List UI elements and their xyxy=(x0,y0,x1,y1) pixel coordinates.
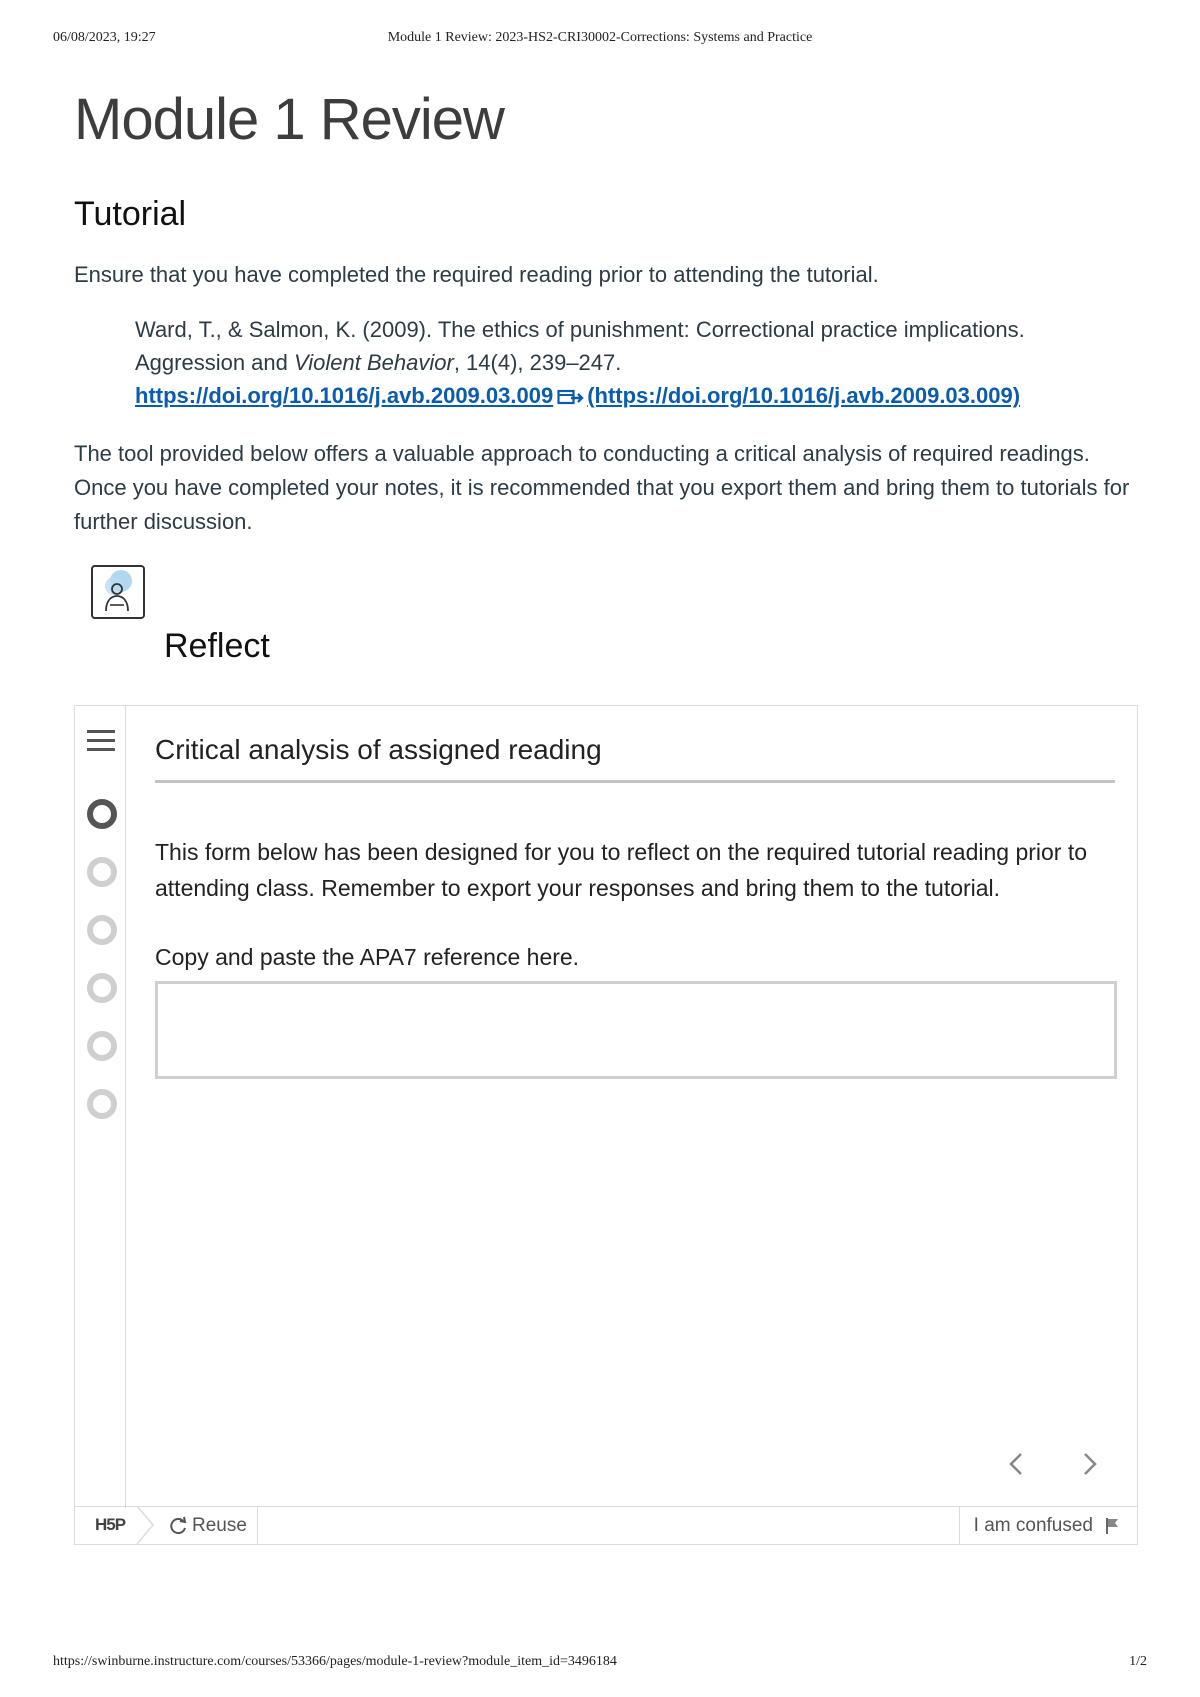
footer-separator-chevron-icon xyxy=(133,1506,163,1544)
step-indicator-1[interactable] xyxy=(87,799,117,829)
i-am-confused-button[interactable] xyxy=(959,1507,1137,1544)
step-indicator-2[interactable] xyxy=(87,857,117,887)
print-page-url: https://swinburne.instructure.com/courses/53366/pages/module-1-review?module_item_id=3496184 xyxy=(53,1654,617,1669)
print-datetime: 06/08/2023, 19:27 xyxy=(53,30,156,45)
print-footer xyxy=(53,1654,1147,1674)
apa7-reference-input[interactable] xyxy=(155,981,1117,1079)
citation-volume-pages: , 14(4), 239–247. xyxy=(453,350,622,376)
reflect-block xyxy=(74,565,1134,675)
next-page-arrow-icon[interactable] xyxy=(1071,1446,1107,1482)
page-content xyxy=(74,88,1134,675)
step-indicator-3[interactable] xyxy=(87,915,117,945)
h5p-footer-bar xyxy=(75,1506,1137,1544)
apa7-reference-label: Copy and paste the APA7 reference here. xyxy=(155,944,580,971)
h5p-main-panel xyxy=(155,706,1115,1084)
h5p-documentation-tool xyxy=(74,705,1138,1545)
citation-journal-italic: Violent Behavior xyxy=(294,350,454,376)
step-indicator-6[interactable] xyxy=(87,1089,117,1119)
print-document-title: Module 1 Review: 2023-HS2-CRI30002-Corrections: Systems and Practice xyxy=(387,30,813,45)
citation-authors-title: Ward, T., & Salmon, K. (2009). The ethics of punishment: Correctional practice implications. xyxy=(135,317,1025,343)
reuse-label: Reuse xyxy=(192,1514,247,1536)
reflect-title: Reflect xyxy=(164,627,270,666)
flag-icon xyxy=(1105,1517,1119,1535)
previous-page-arrow-icon[interactable] xyxy=(999,1446,1035,1482)
reflect-person-icon xyxy=(91,565,145,619)
section-title-tutorial: Tutorial xyxy=(74,194,187,233)
h5p-logo: H5P xyxy=(95,1515,126,1534)
step-indicator-4[interactable] xyxy=(87,973,117,1003)
step-indicator-5[interactable] xyxy=(87,1031,117,1061)
h5p-description: This form below has been designed for you to reflect on the required tutorial reading prior to attending class. Remember to export your responses and bring them to the tutorial. xyxy=(155,839,1088,901)
reuse-button[interactable] xyxy=(162,1507,258,1544)
print-header xyxy=(53,30,1147,50)
reuse-refresh-icon xyxy=(168,1516,188,1536)
page-title: Module 1 Review xyxy=(74,87,504,152)
tool-description: The tool provided below offers a valuable approach to conducting a critical analysis of required readings. Once you have completed your notes, it is recommended that you export them and bring them to tutorials for further discussion. xyxy=(74,441,1130,535)
intro-text: Ensure that you have completed the required reading prior to attending the tutorial. xyxy=(74,262,879,288)
confused-label: I am confused xyxy=(973,1514,1093,1536)
hamburger-menu-icon[interactable] xyxy=(87,729,115,753)
reading-citation xyxy=(135,313,1134,415)
h5p-sidebar xyxy=(75,706,126,1508)
h5p-heading: Critical analysis of assigned reading xyxy=(155,734,1115,783)
doi-link-expanded[interactable]: (https://doi.org/10.1016/j.avb.2009.03.009) xyxy=(587,383,1021,409)
external-link-icon xyxy=(557,382,585,415)
print-page-number: 1/2 xyxy=(1129,1654,1147,1669)
citation-journal-prefix: Aggression and xyxy=(135,350,294,376)
doi-link[interactable]: https://doi.org/10.1016/j.avb.2009.03.009 xyxy=(135,383,554,409)
